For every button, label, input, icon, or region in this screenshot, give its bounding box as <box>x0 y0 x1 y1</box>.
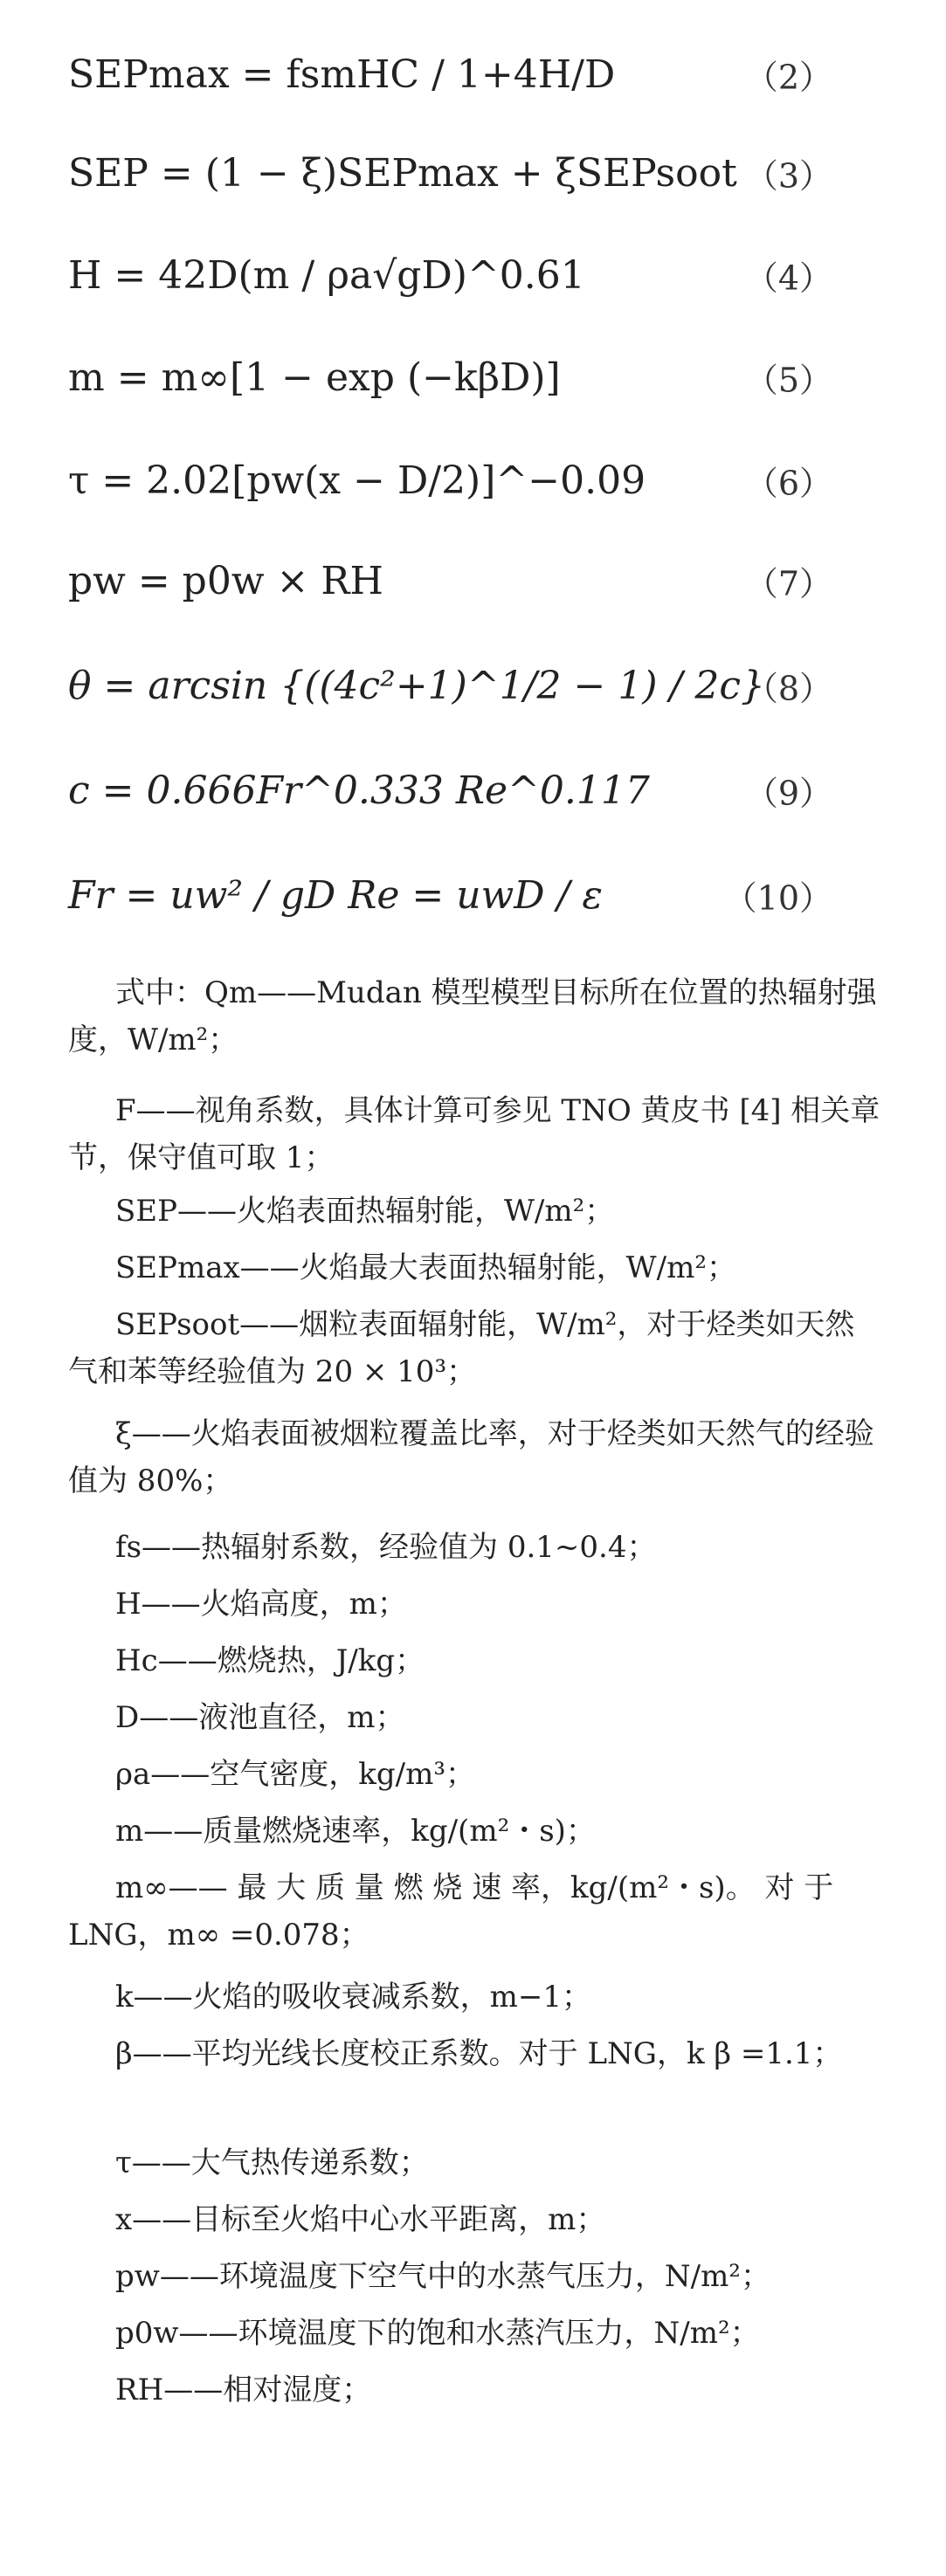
equation-6 <box>68 437 907 524</box>
equation-10-text: Fr = uw² / gD Re = uwD / ε <box>68 872 603 918</box>
equation-8-number: （8） <box>744 669 832 708</box>
equation-2-number: （2） <box>744 58 832 97</box>
equation-3-number: （3） <box>744 156 832 196</box>
description-sep-soot: SEPsoot——烟粒表面辐射能，W/m²，对于烃类如天然气和苯等经验值为 20 × 10³； <box>68 1307 855 1389</box>
description-rho-a: ρa——空气密度，kg/m³； <box>115 1757 475 1792</box>
equation-10-number: （10） <box>723 878 832 918</box>
description-d: D——液池直径，m； <box>115 1700 405 1735</box>
equation-2 <box>68 31 907 118</box>
equation-7-text: pw = p0w × RH <box>68 558 383 603</box>
description-fs: fs——热辐射系数，经验值为 0.1~0.4； <box>115 1530 657 1565</box>
description-tau: τ——大气热传递系数； <box>115 2146 429 2180</box>
equation-9-text: c = 0.666Fr^0.333 Re^0.117 <box>68 768 650 813</box>
description-f: F——视角系数，具体计算可参见 TNO 黄皮书 [4] 相关章节，保守值可取 1； <box>68 1093 880 1175</box>
equation-9-number: （9） <box>744 774 832 813</box>
equation-6-text: τ = 2.02[pw(x − D/2)]^−0.09 <box>68 458 646 503</box>
description-x: x——目标至火焰中心水平距离，m； <box>115 2202 606 2237</box>
description-xi: ξ——火焰表面被烟粒覆盖比率，对于烃类如天然气的经验值为 80%； <box>68 1416 874 1498</box>
equation-5 <box>68 334 907 421</box>
equation-4 <box>68 231 907 319</box>
equation-6-number: （6） <box>744 464 832 503</box>
description-pw: pw——环境温度下空气中的水蒸气压力，N/m²； <box>115 2259 770 2294</box>
equation-7 <box>68 537 907 624</box>
equation-10 <box>68 851 907 939</box>
description-sep: SEP——火焰表面热辐射能，W/m²； <box>115 1194 615 1229</box>
equation-7-number: （7） <box>744 564 832 603</box>
equation-2-text: SEPmax = fsmHC / 1+4H/D <box>68 52 616 97</box>
equation-8-text: θ = arcsin {((4c²+1)^1/2 − 1) / 2c} <box>68 663 765 708</box>
description-k: k——火焰的吸收衰减系数，m−1； <box>115 1980 591 2015</box>
equation-9 <box>68 747 907 834</box>
description-qm: 式中：Qm——Mudan 模型模型目标所在位置的热辐射强度，W/m²； <box>68 975 877 1057</box>
description-sep-max: SEPmax——火焰最大表面热辐射能，W/m²； <box>115 1250 736 1285</box>
description-h: H——火焰高度，m； <box>115 1587 407 1622</box>
description-m-infinity: m∞—— 最 大 质 量 燃 烧 速 率，kg/(m²・s)。 对 于 LNG，m∞ =0.078； <box>68 1870 834 1953</box>
description-p0w: p0w——环境温度下的饱和水蒸汽压力，N/m²； <box>115 2316 760 2351</box>
equation-8 <box>68 642 907 729</box>
description-m: m——质量燃烧速率，kg/(m²・s)； <box>115 1814 596 1849</box>
equation-4-number: （4） <box>744 258 832 298</box>
equation-3 <box>68 129 907 217</box>
equation-4-text: H = 42D(m / ρa√gD)^0.61 <box>68 252 585 298</box>
equation-5-text: m = m∞[1 − exp (−kβD)] <box>68 355 561 400</box>
description-rh: RH——相对湿度； <box>115 2373 372 2407</box>
description-hc: Hc——燃烧热，J/kg； <box>115 1643 425 1678</box>
equation-3-text: SEP = (1 − ξ)SEPmax + ξSEPsoot <box>68 150 737 196</box>
equation-5-number: （5） <box>744 361 832 400</box>
description-beta: β——平均光线长度校正系数。对于 LNG，k β =1.1； <box>115 2036 843 2071</box>
